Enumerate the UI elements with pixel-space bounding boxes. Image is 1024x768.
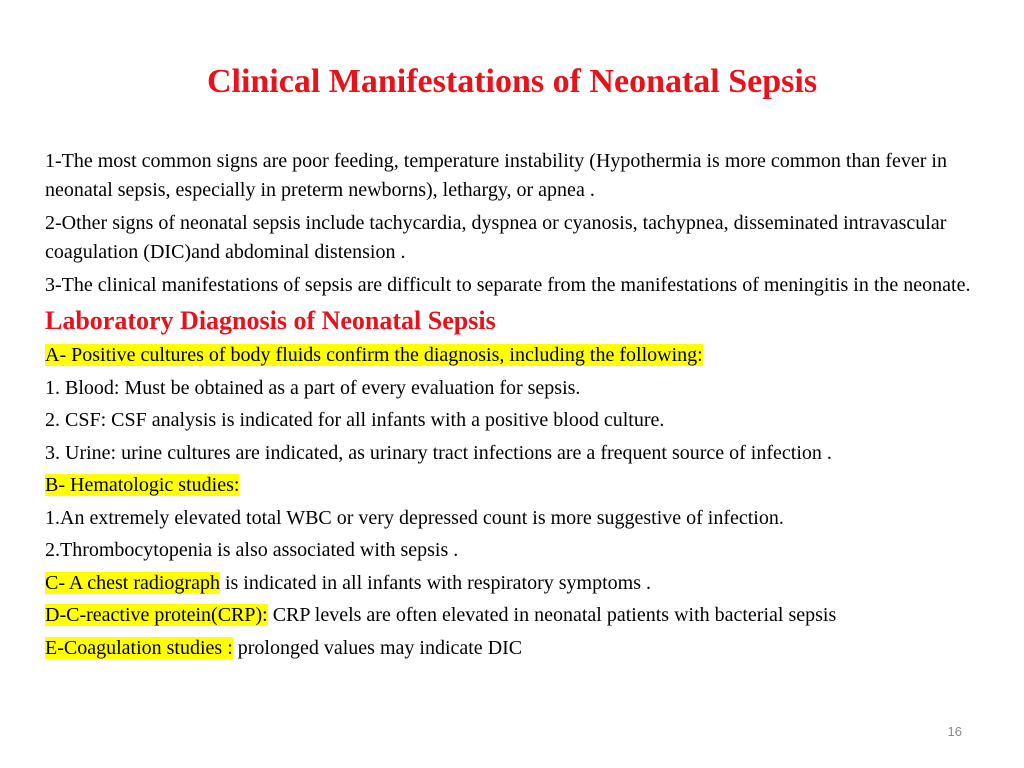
- section-d-line: [45, 599, 985, 632]
- section-e-line: [45, 632, 985, 665]
- section-c-line: [45, 567, 985, 600]
- section-a-item-urine: 3. Urine: urine cultures are indicated, as urinary tract infections are a frequent source of infection .: [45, 441, 832, 464]
- section-a-item-csf: 2. CSF: CSF analysis is indicated for all infants with a positive blood culture.: [45, 409, 665, 431]
- section-b-item-wbc: 1.An extremely elevated total WBC or very depressed count is more suggestive of infection.: [45, 506, 784, 529]
- section-b-line: [45, 469, 985, 502]
- section-a-heading: A- Positive cultures of body fluids confirm the diagnosis, including the following:: [45, 344, 703, 366]
- section-d-text: CRP levels are often elevated in neonatal patients with bacterial sepsis: [267, 604, 837, 626]
- section-e-label: E-Coagulation studies :: [45, 636, 233, 659]
- section-d-label: D-C-reactive protein(CRP):: [45, 604, 268, 626]
- section-c-label: C- A chest radiograph: [45, 571, 220, 594]
- slide-title: Clinical Manifestations of Neonatal Sepsis: [206, 63, 818, 100]
- slide-body: [45, 147, 985, 664]
- lab-diagnosis-heading: Laboratory Diagnosis of Neonatal Sepsis: [45, 306, 496, 335]
- paragraph-meningitis: 3-The clinical manifestations of sepsis are difficult to separate from the manifestations of meningitis in the neonate.: [45, 274, 971, 296]
- paragraph-other-signs: 2-Other signs of neonatal sepsis include tachycardia, dyspnea or cyanosis, tachypnea, disseminated intravascular coagulation (DIC)and abdominal distension .: [45, 212, 947, 263]
- section-c-text: is indicated in all infants with respiratory symptoms .: [219, 571, 652, 594]
- section-b-heading: B- Hematologic studies:: [45, 474, 240, 496]
- page-number: 16: [947, 724, 962, 739]
- section-a-line: [45, 339, 985, 372]
- section-a-item-blood: 1. Blood: Must be obtained as a part of every evaluation for sepsis.: [45, 376, 581, 399]
- paragraph-common-signs: 1-The most common signs are poor feeding, temperature instability (Hypothermia is more common than fever in neonatal sepsis, especially in preterm newborns), lethargy, or apnea .: [45, 150, 947, 201]
- section-b-item-thrombocytopenia: 2.Thrombocytopenia is also associated with sepsis .: [45, 539, 459, 561]
- section-e-text: prolonged values may indicate DIC: [232, 636, 523, 659]
